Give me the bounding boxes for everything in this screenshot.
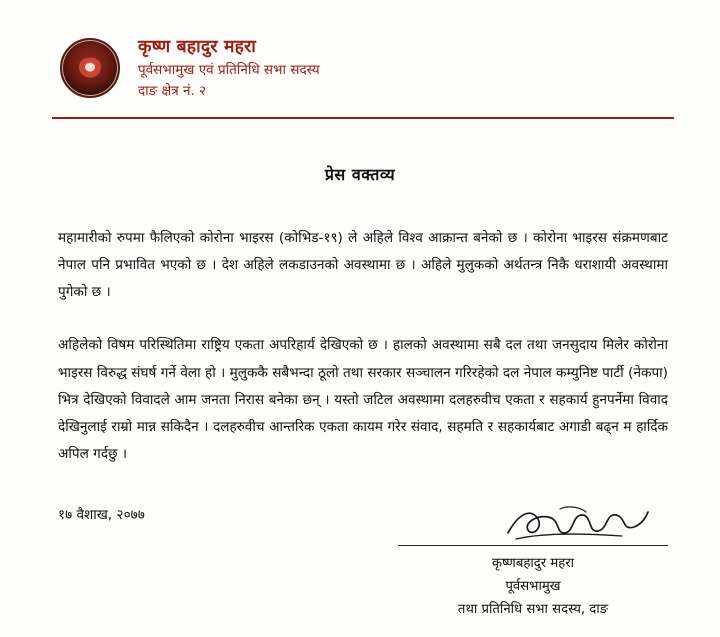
page-title: प्रेस वक्तव्य — [324, 164, 396, 184]
letterhead-divider — [52, 117, 674, 119]
signature-line — [398, 545, 668, 546]
letterhead-divider-wrap — [0, 117, 720, 119]
party-emblem-icon — [60, 38, 120, 98]
signature-block — [398, 503, 668, 621]
handwritten-signature-icon — [398, 503, 668, 545]
document-body — [0, 225, 720, 530]
signatory-title-1: पूर्वसभामुख — [505, 578, 561, 594]
document-date: १७ वैशाख, २०७७ — [58, 507, 145, 524]
body-paragraph: अहिलेको विषम परिस्थितिमा राष्ट्रिय एकता अपरिहार्य देखिएको छ । हालको अवस्थामा सबै दल तथा जनसुदाय मिलेर कोरोना भाइरस विरुद्ध संघर्ष गर्ने वेला हो । मुलुककै सबैभन्दा ठूलो तथा सरकार सञ्चालन गरिरहेको दल नेपाल कम्युनिष्ट पार्टी (नेकपा) भित्र देखिएको विवादले आम जनता निरास बनेका छन् । यस्तो जटिल अवस्थामा दलहरुवीच एकता र सहकार्य हुनपर्नेमा विवाद देखिनुलाई राम्रो मान्न सकिदैन । दलहरुवीच आन्तरिक एकता कायम गरेर संवाद, सहमति र सहकार्यबाट अगाडी बढ्न म हार्दिक अपिल गर्दछु । — [58, 337, 668, 463]
letterhead-area: दाङ क्षेत्र नं. २ — [138, 83, 207, 100]
letterhead — [0, 0, 720, 103]
letterhead-text — [138, 34, 320, 103]
letterhead-name: कृष्ण बहादुर महरा — [138, 37, 257, 57]
letterhead-role: पूर्वसभामुख एवं प्रतिनिधि सभा सदस्य — [138, 61, 320, 78]
signatory-name: कृष्णबहादुर महरा — [491, 555, 575, 571]
body-paragraph: महामारीको रुपमा फैलिएको कोरोना भाइरस (कोभिड-१९) ले अहिले विश्व आक्रान्त बनेको छ । कोरोना भाइरस संक्रमणबाट नेपाल पनि प्रभावित भएको छ । देश अहिले लकडाउनको अवस्थामा छ । अहिले मुलुकको अर्थतन्त्र निकै धराशायी अवस्थामा पुगेको छ । — [58, 229, 668, 301]
signatory-title-2: तथा प्रतिनिधि सभा सदस्य, दाङ — [457, 601, 609, 617]
